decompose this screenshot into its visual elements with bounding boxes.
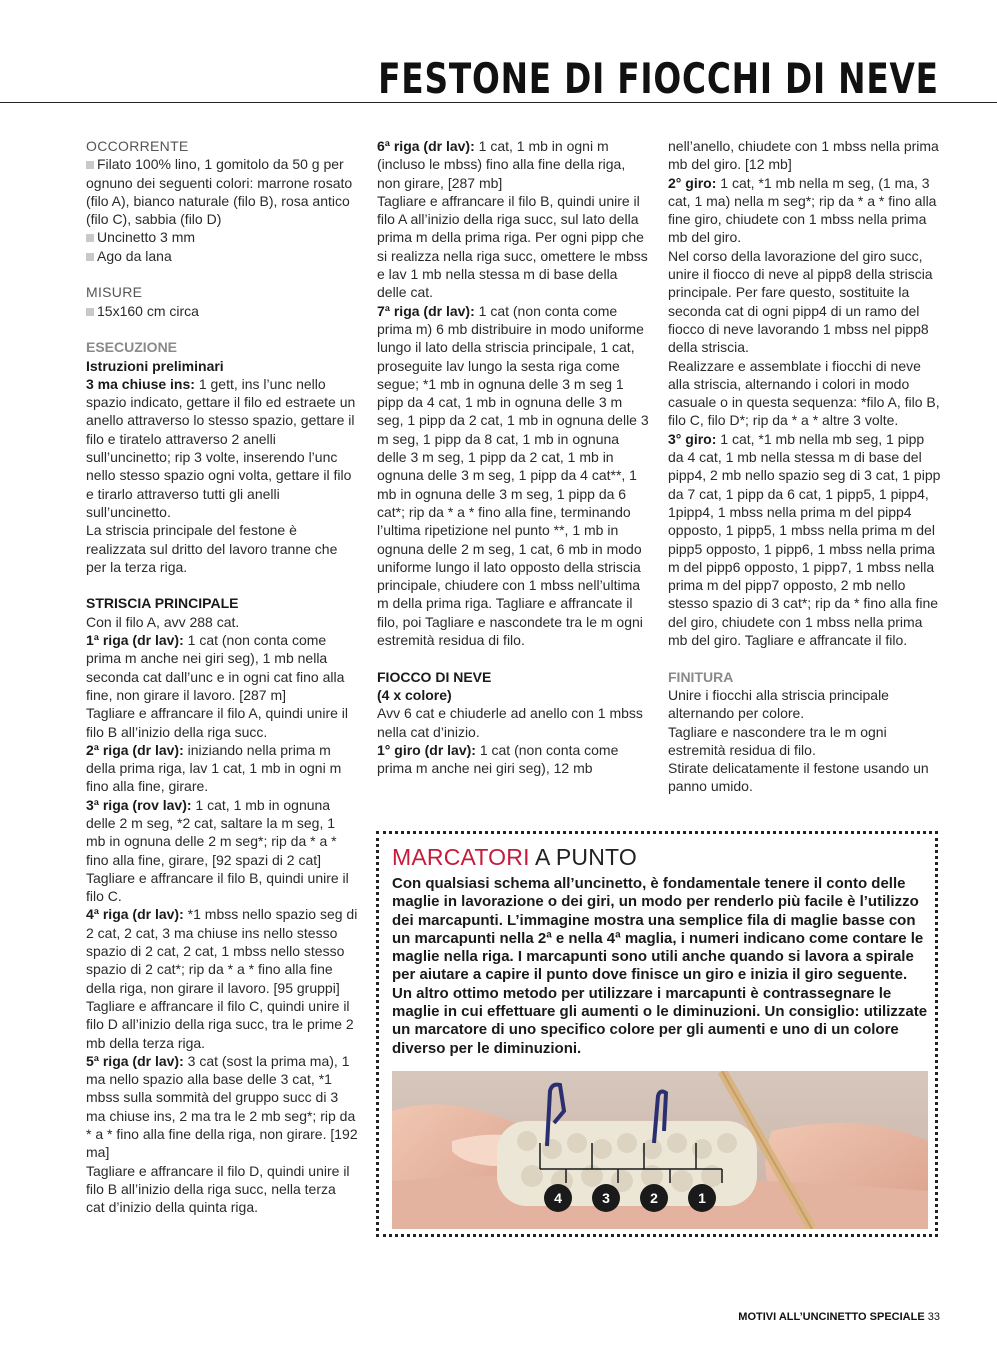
- paragraph: Tagliare e affrancare il filo C, quindi unire il filo D all’inizio della riga succ, tra le prime 2 mb della terza riga.: [86, 997, 354, 1051]
- finitura-title: FINITURA: [668, 668, 734, 685]
- round-instruction: 1° giro (dr lav): 1 cat (non conta come prima m anche nei giri seg), 12 mb: [377, 741, 619, 777]
- column-3: [668, 137, 943, 796]
- istruzioni-title: Istruzioni preliminari: [86, 357, 224, 374]
- round-instruction: 2° giro: 1 cat, *1 mb nella m seg, (1 ma, 3 cat, 1 ma) nella m seg*; rip da * a * fino alla fine giro, chiudete con 1 mbss nella prima mb del giro.: [668, 174, 937, 246]
- bullet-square-icon: [86, 308, 94, 316]
- row-instruction: 2ª riga (dr lav): iniziando nella prima m della prima riga, lav 1 cat, 1 mb in ogni m fino alla fine, girare.: [86, 741, 342, 795]
- stitch-count-label: [592, 1184, 620, 1212]
- row-instruction: 6ª riga (dr lav): 1 cat, 1 mb in ogni m (incluso le mbss) fino alla fine della riga, non girare, [287 mb]: [377, 138, 626, 191]
- paragraph: nell’anello, chiudete con 1 mbss nella prima mb del giro. [12 mb]: [668, 138, 939, 173]
- paragraph: Tagliare e affrancare il filo B, quindi unire il filo C.: [86, 869, 349, 905]
- row-instruction: 7ª riga (dr lav): 1 cat (non conta come prima m) 6 mb distribuire in modo uniforme lungo il lato della striscia principale, 1 cat, proseguite lav lungo la sesta riga come segue; *1 mb in ognuna delle 3 m seg 1 pipp da 4 cat, 1 mb in ognuna delle 3 m seg, 1 pipp da 2 cat, 1 mb in ognuna delle 3 m seg, 1 pipp da 8 cat, 1 mb in ognuna delle 3 m seg, 1 pipp da 2 cat, 1 mb in ognuna delle 3 m seg, 1 pipp da 4 cat**, 1 mb in ognuna delle 3 m seg, 1 pipp da 6 cat*; rip da * a * fino alla fine, terminando l’ultima ripetizione nel punto **, 1 mb in ognuna delle 2 m seg, 1 cat, 6 mb in modo uniforme lungo il lato opposto della striscia principale, chiudere con 1 mbss nell’ultima m della prima riga. Tagliare e affrancate il filo, poi Tagliare e nascondete tra le m ogni estremità residua di filo.: [377, 302, 649, 649]
- stitch-count-label: [544, 1184, 572, 1212]
- bullet-square-icon: [86, 234, 94, 242]
- paragraph: Tagliare e affrancare il filo B, quindi unire il filo A all’inizio della riga succ, sul lato della prima m della prima riga. Per ogni pipp che si realizza nella riga succ, omettere le mbss e lav 1 mb nella stessa m di base della delle cat.: [377, 192, 648, 301]
- paragraph: 3 ma chiuse ins: 1 gett, ins l’unc nello spazio indicato, gettare il filo ed estraete un anello attraverso lo stesso spazio, gettare il filo e tiratelo attraverso 2 anelli sull’uncinetto; rip 3 volte, inserendo l’unc nello stesso spazio ogni volta, gettare il filo e tirarlo attraverso tutti gli anelli sull’uncinetto.: [86, 375, 356, 520]
- row-instruction: 4ª riga (dr lav): *1 mbss nello spazio seg di 2 cat, 2 cat, 3 ma chiuse ins nello stesso spazio di 2 cat, 2 cat, 1 mbss nello stesso spazio di 2 cat*; rip da * a * fino alla fine della riga, non girare il lavoro. [95 gruppi]: [86, 906, 358, 996]
- magazine-title: MOTIVI ALL’UNCINETTO SPECIALE: [738, 1311, 925, 1323]
- paragraph: Tagliare e affrancare il filo A, quindi unire il filo B all’inizio della riga succ.: [86, 705, 349, 740]
- paragraph: Con il filo A, avv 288 cat.: [86, 613, 240, 630]
- svg-text:1: 1: [698, 1190, 706, 1206]
- bullet-square-icon: [86, 161, 94, 169]
- materials-item: Filato 100% lino, 1 gomitolo da 50 g per ognuno dei seguenti colori: marrone rosato (filo A), bianco naturale (filo B), rosa antico (filo C), sabbia (filo D): [86, 156, 353, 228]
- misure-title: MISURE: [86, 284, 143, 301]
- occorrente-title: OCCORRENTE: [86, 138, 189, 154]
- fiocco-title: FIOCCO DI NEVE: [377, 668, 492, 685]
- header-rule: [0, 102, 997, 103]
- paragraph: Tagliare e affrancare il filo D, quindi unire il filo B all’inizio della riga succ, nella terza cat d’inizio della quinta riga.: [86, 1162, 350, 1216]
- paragraph: Avv 6 cat e chiuderle ad anello con 1 mbss nella cat d’inizio.: [377, 705, 643, 740]
- stitch-count-label: [640, 1184, 668, 1212]
- bullet-square-icon: [86, 253, 94, 261]
- page-title: FESTONE DI FIOCCHI DI NEVE: [378, 54, 939, 103]
- round-instruction: 3° giro: 1 cat, *1 mb nella mb seg, 1 pipp da 4 cat, 1 mb nella stessa m di base del pipp4, 2 mb nello spazio seg di 3 cat, 1 pipp da 7 cat, 1 pipp da 6 cat, 1 pipp5, 1 pipp4, 1pipp4, 1 mbss nella prima m del pipp4 opposto, 1 pipp5, 1 mbss nella prima m del pipp5 opposto, 1 pipp6, 1 mbss nella prima m del pipp6 opposto, 1 pipp7, 1 mbss nella prima m del pipp7 opposto, 2 mb nello stesso spazio di 3 cat*; rip da * fino alla fine del giro, chiudete con 1 mbss nella prima mb del giro. Tagliare e affrancate il filo.: [668, 430, 941, 649]
- paragraph: Nel corso della lavorazione del giro succ, unire il fiocco di neve al pipp8 della striscia principale. Per fare questo, sostituite la seconda cat di ogni pipp4 di un ramo del fiocco di neve lavorando 1 mbss nel pipp8 della striscia.: [668, 247, 933, 356]
- misure-item: 15x160 cm circa: [86, 302, 358, 320]
- esecuzione-title: ESECUZIONE: [86, 339, 178, 356]
- svg-text:2: 2: [650, 1190, 658, 1206]
- tip-box-text: Con qualsiasi schema all’uncinetto, è fondamentale tenere il conto delle maglie in lavorazione o dei giri, un modo per renderlo più facile è l’utilizzo dei marcapunti. L’immagine mostra una semplice fila di maglie basse con un marcapunti nella 2ª e nella 4ª maglia, i numeri indicano come contare le maglie nella riga. I marcapunti sono utili anche quando si lavora a spirale per aiutare a capire il punto dove finisce un giro e inizia il giro seguente. Un altro ottimo metodo per utilizzare i marcapunti è contrassegnare le maglie in cui effettuare gli aumenti o le diminuzioni. Un consiglio: utilizzate un marcatore di uno specifico colore per gli aumenti e uno di un colore diverso per le diminuzioni.: [392, 875, 928, 1057]
- paragraph: Unire i fiocchi alla striscia principale alternando per colore.: [668, 686, 889, 722]
- svg-text:4: 4: [554, 1190, 562, 1206]
- page-number: 33: [927, 1311, 940, 1323]
- stitch-markers-photo: [392, 1071, 928, 1229]
- paragraph: Realizzare e assemblate i fiocchi di neve alla striscia, alternando i colori in modo casuale o in questa sequenza: *filo A, filo B, filo C, filo D*; rip da * a * altre 3 volte.: [668, 357, 940, 429]
- fiocco-subtitle: (4 x colore): [377, 686, 452, 703]
- materials-item: Uncinetto 3 mm: [86, 228, 358, 246]
- striscia-title: STRISCIA PRINCIPALE: [86, 595, 239, 612]
- tip-box-title: MARCATORI A PUNTO: [392, 844, 637, 870]
- paragraph: Stirate delicatamente il festone usando un panno umido.: [668, 760, 929, 795]
- row-instruction: 1ª riga (dr lav): 1 cat (non conta come prima m anche nei giri seg), 1 mb nella seconda cat dall’unc e in ogni cat fino alla fine, non girare il lavoro. [287 m]: [86, 632, 345, 703]
- row-instruction: 3ª riga (rov lav): 1 cat, 1 mb in ognuna delle 2 m seg, *2 cat, saltare la m seg, 1 mb in ognuna delle 2 m seg*; rip da * a * fino alla fine, girare, [92 spazi di 2 cat]: [86, 796, 337, 868]
- svg-text:3: 3: [602, 1190, 610, 1206]
- row-instruction: 5ª riga (dr lav): 3 cat (sost la prima ma), 1 ma nello spazio alla base delle 3 cat, *1 mbss sulla sommità del gruppo succ di 3 ma chiuse ins, 2 ma tra le 2 mb seg*; rip da * a * fino alla fine della riga, non girare. [192 ma]: [86, 1052, 358, 1161]
- column-1: [86, 137, 358, 1217]
- column-2: [377, 137, 650, 777]
- footer: [738, 1310, 940, 1324]
- stitch-count-label: [688, 1184, 716, 1212]
- materials-item: Ago da lana: [86, 247, 358, 265]
- paragraph: La striscia principale del festone è realizzata sul dritto del lavoro tranne che per la terza riga.: [86, 522, 338, 575]
- paragraph: Tagliare e nascondere tra le m ogni estremità residua di filo.: [668, 723, 887, 758]
